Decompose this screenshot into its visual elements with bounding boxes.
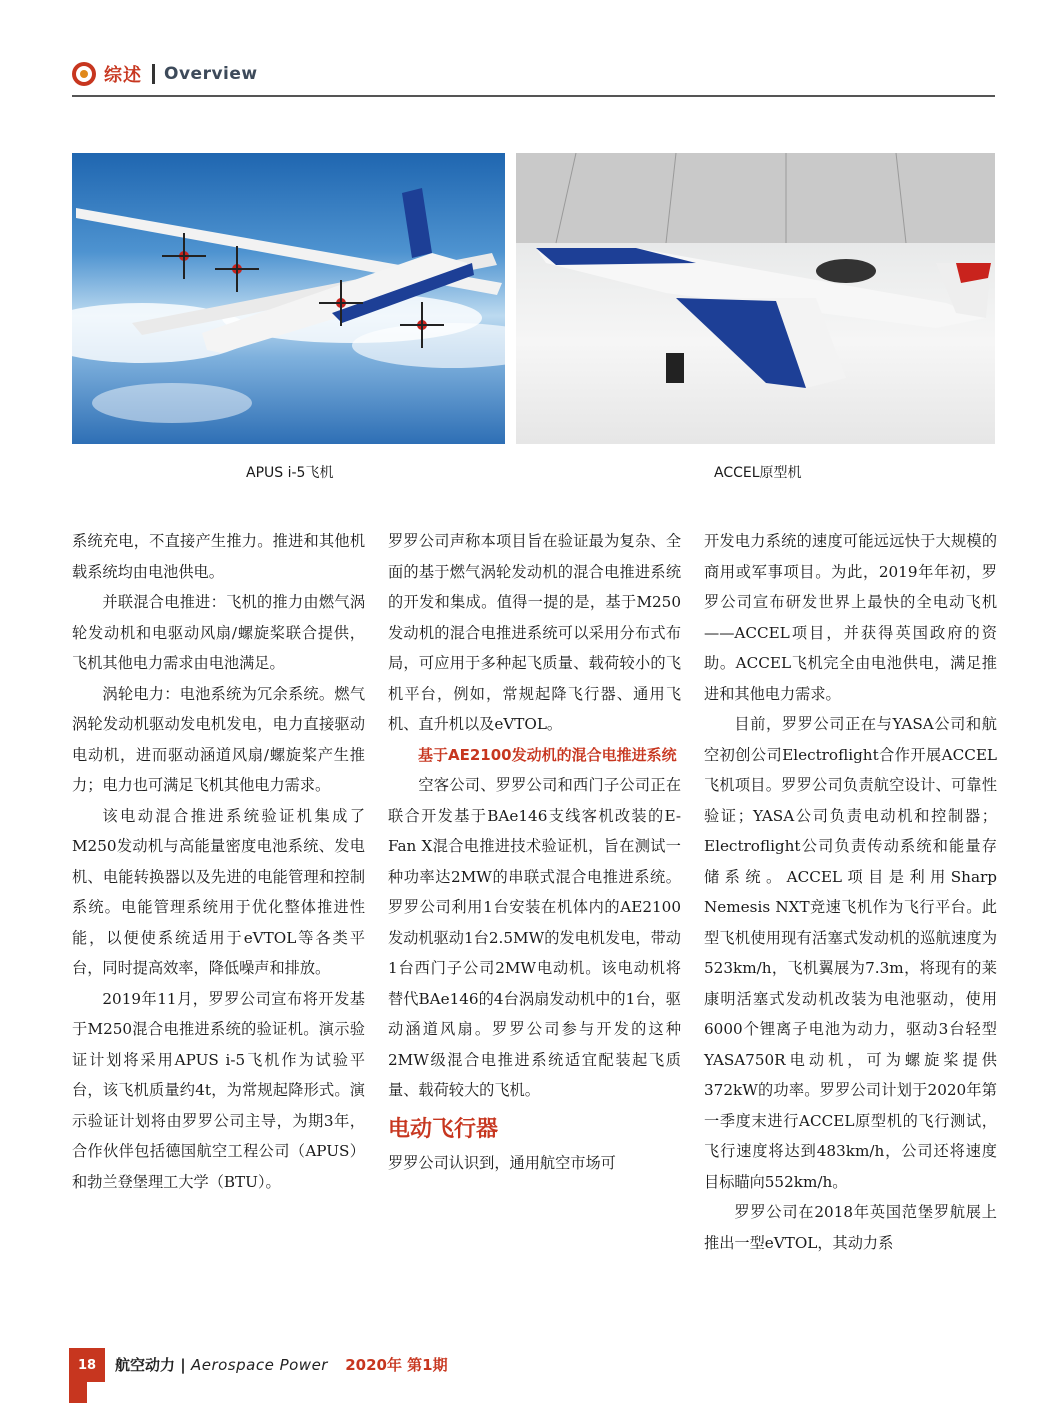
apus-aircraft-photo xyxy=(72,153,505,444)
journal-footer xyxy=(115,1354,448,1375)
section-heading: 电动飞行器 xyxy=(388,1116,499,1142)
figure-caption-apus: APUS i-5飞机 xyxy=(246,465,334,481)
paragraph: 罗罗公司声称本项目旨在验证最为复杂、全面的基于燃气涡轮发动机的混合电推进系统的开发和集成。值得一提的是，基于M250发动机的混合电推进系统可以采用分布式布局，可应用于多种起飞质量、载荷较小的飞机平台，例如，常规起降飞行器、通用飞机、直升机以及eVTOL。 xyxy=(388,532,681,733)
accel-prototype-photo xyxy=(516,153,995,444)
section-title-cn: 综述 xyxy=(104,65,142,86)
footer-accent-bar xyxy=(69,1382,87,1403)
paragraph: 系统充电，不直接产生推力。推进和其他机载系统均由电池供电。 xyxy=(72,532,365,581)
text-column-3 xyxy=(704,526,997,1258)
page-number: 18 xyxy=(69,1348,105,1382)
subsection-heading: 基于AE2100发动机的混合电推进系统 xyxy=(418,745,677,764)
section-title-en: Overview xyxy=(164,64,258,84)
paragraph: 罗罗公司在2018年英国范堡罗航展上推出一型eVTOL，其动力系 xyxy=(704,1203,997,1252)
journal-logo-icon xyxy=(72,62,96,86)
journal-name-en: Aerospace Power xyxy=(190,1356,328,1374)
paragraph: 2019年11月，罗罗公司宣布将开发基于M250混合电推进系统的验证机。演示验证计划将采用APUS i-5飞机作为试验平台，该飞机质量约4t，为常规起降形式。演示验证计划将由罗罗公司主导，为期3年，合作伙伴包括德国航空工程公司（APUS）和勃兰登堡理工大学（BTU）。 xyxy=(72,989,365,1191)
header-rule xyxy=(72,95,995,97)
text-column-2 xyxy=(388,526,681,1178)
paragraph: 罗罗公司认识到，通用航空市场可 xyxy=(388,1153,616,1172)
page-header xyxy=(72,58,258,90)
header-separator xyxy=(152,64,155,84)
paragraph: 开发电力系统的速度可能远远快于大规模的商用或军事项目。为此，2019年年初，罗罗公司宣布研发世界上最快的全电动飞机——ACCEL项目，并获得英国政府的资助。ACCEL飞机完全由电池供电，满足推进和其他电力需求。 xyxy=(704,532,997,703)
paragraph: 空客公司、罗罗公司和西门子公司正在联合开发基于BAe146支线客机改装的E-Fan X混合电推进技术验证机，旨在测试一种功率达2MW的串联式混合电推进系统。罗罗公司利用1台安装在机体内的AE2100发动机驱动1台2.5MW的发电机发电，带动1台西门子公司2MW电动机。该电动机将替代BAe146的4台涡扇发动机中的1台，驱动涵道风扇。罗罗公司参与开发的这种2MW级混合电推进系统适宜配装起飞质量、载荷较大的飞机。 xyxy=(388,776,681,1099)
paragraph: 涡轮电力：电池系统为冗余系统。燃气涡轮发动机驱动发电机发电，电力直接驱动电动机，进而驱动涵道风扇/螺旋桨产生推力；电力也可满足飞机其他电力需求。 xyxy=(72,684,365,794)
paragraph: 该电动混合推进系统验证机集成了M250发动机与高能量密度电池系统、发电机、电能转换器以及先进的电能管理和控制系统。电能管理系统用于优化整体推进性能，以便使系统适用于eVTOL等各类平台，同时提高效率，降低噪声和排放。 xyxy=(72,806,365,977)
journal-name-cn: 航空动力 xyxy=(115,1356,176,1374)
paragraph: 目前，罗罗公司正在与YASA公司和航空初创公司Electroflight合作开展ACCEL飞机项目。罗罗公司负责航空设计、可靠性验证；YASA公司负责电动机和控制器；Electroflight公司负责传动系统和能量存储系统。ACCEL项目是利用Sharp Nemesis NXT竞速飞机作为飞行平台。此型飞机使用现有活塞式发动机的巡航速度为523km/h，飞机翼展为7.3m，将现有的莱康明活塞式发动机改装为电池驱动，使用6000个锂离子电池为动力，驱动3台轻型YASA750R电动机，可为螺旋桨提供372kW的功率。罗罗公司计划于2020年第一季度末进行ACCEL原型机的飞行测试，飞行速度将达到483km/h，公司还将速度目标瞄向552km/h。 xyxy=(704,715,997,1191)
footer-separator: | xyxy=(180,1356,186,1374)
text-column-1 xyxy=(72,526,365,1197)
figure-caption-accel: ACCEL原型机 xyxy=(714,465,802,481)
paragraph: 并联混合电推进：飞机的推力由燃气涡轮发动机和电驱动风扇/螺旋桨联合提供，飞机其他电力需求由电池满足。 xyxy=(72,593,365,672)
issue-label: 2020年 第1期 xyxy=(345,1356,448,1374)
